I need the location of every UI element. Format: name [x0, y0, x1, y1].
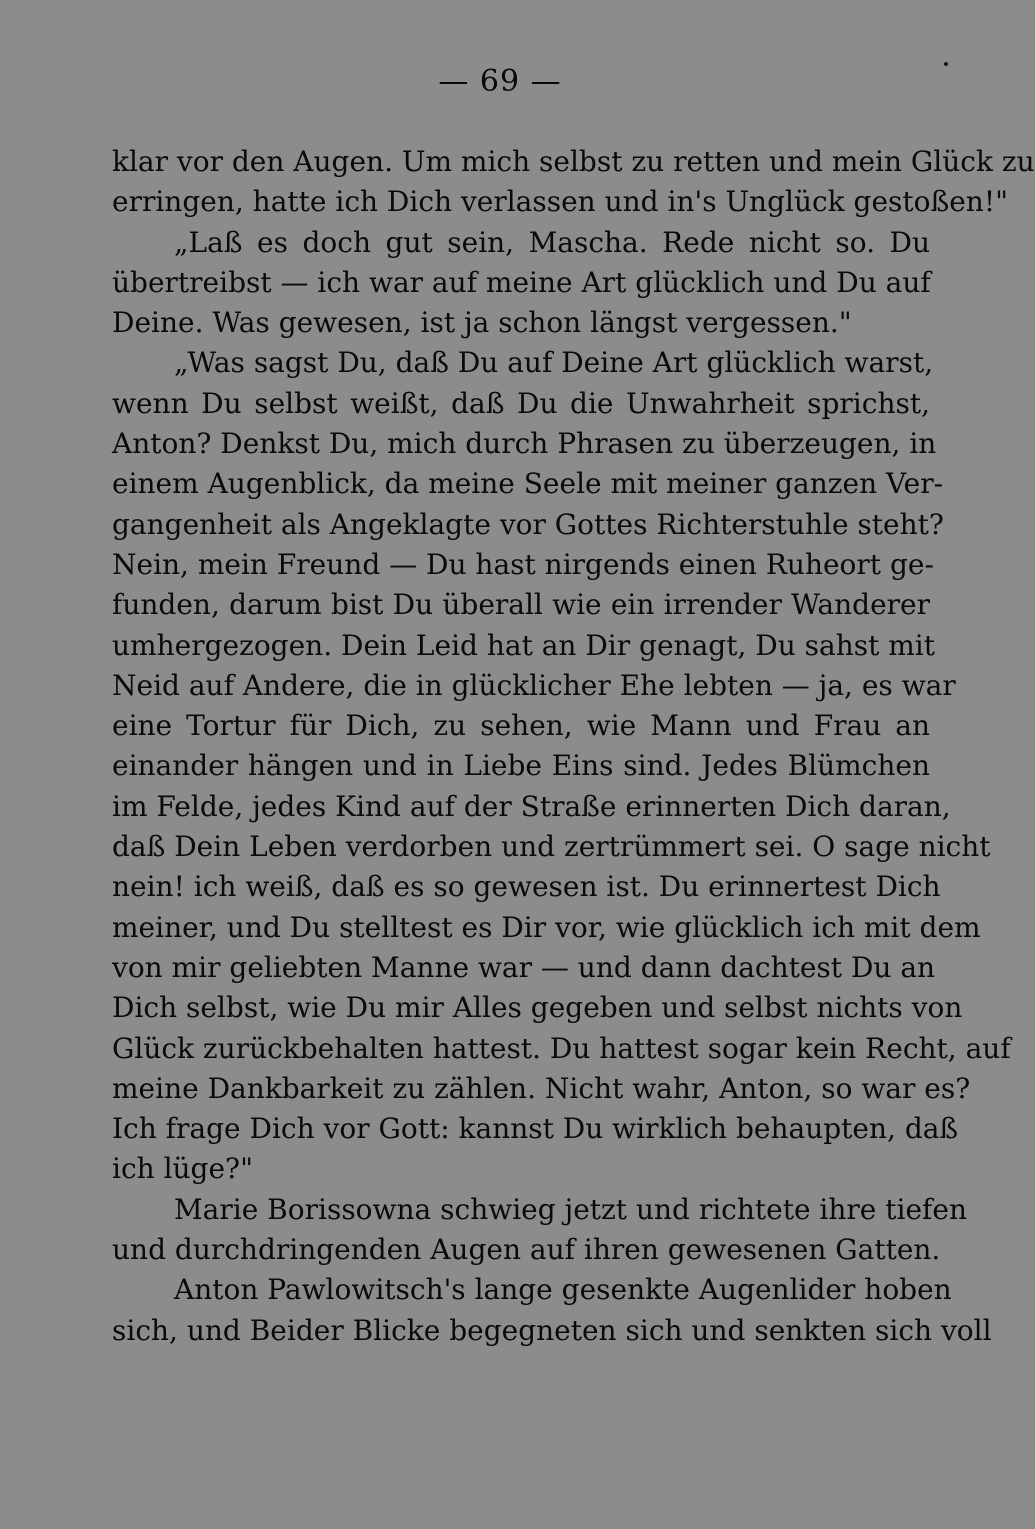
text-line: übertreibst — ich war auf meine Art glücklich und Du auf: [112, 265, 931, 299]
text-line: meine Dankbarkeit zu zählen. Nicht wahr, Anton, so war es?: [112, 1071, 971, 1105]
text-line: einem Augenblick, da meine Seele mit meiner ganzen Ver-: [112, 467, 944, 501]
text-line: „Laß es doch gut sein, Mascha. Rede nicht so. Du: [174, 225, 930, 259]
text-line: Deine. Was gewesen, ist ja schon längst vergessen.": [112, 306, 852, 340]
text-line: „Was sagst Du, daß Du auf Deine Art glücklich warst,: [174, 346, 934, 380]
text-line: und durchdringenden Augen auf ihren gewesenen Gatten.: [112, 1233, 941, 1267]
text-line: klar vor den Augen. Um mich selbst zu retten und mein Glück zu: [112, 145, 1035, 178]
text-line: einander hängen und in Liebe Eins sind. Jedes Blümchen: [112, 749, 930, 783]
text-line: ich lüge?": [112, 1152, 253, 1186]
text-line: meiner, und Du stelltest es Dir vor, wie glücklich ich mit dem: [112, 910, 981, 944]
text-line: gangenheit als Angeklagte vor Gottes Richterstuhle steht?: [112, 507, 944, 541]
text-line: sich, und Beider Blicke begegneten sich und senkten sich voll: [112, 1313, 992, 1347]
body-text: [112, 142, 1035, 1351]
text-line: Anton? Denkst Du, mich durch Phrasen zu überzeugen, in: [112, 427, 937, 461]
text-line: umhergezogen. Dein Leid hat an Dir genagt, Du sahst mit: [112, 628, 936, 662]
text-line: von mir geliebten Manne war — und dann dachtest Du an: [112, 950, 936, 984]
text-line: Ich frage Dich vor Gott: kannst Du wirklich behaupten, daß: [112, 1112, 959, 1146]
text-line: Glück zurückbehalten hattest. Du hattest sogar kein Recht, auf: [112, 1031, 1011, 1065]
text-line: daß Dein Leben verdorben und zertrümmert sei. O sage nicht: [112, 830, 991, 864]
text-line: eine Tortur für Dich, zu sehen, wie Mann und Frau an: [112, 709, 930, 743]
text-line: funden, darum bist Du überall wie ein irrender Wanderer: [112, 588, 930, 622]
text-line: erringen, hatte ich Dich verlassen und in's Unglück gestoßen!": [112, 185, 1008, 219]
text-line: Marie Borissowna schwieg jetzt und richtete ihre tiefen: [174, 1192, 968, 1226]
text-line: nein! ich weiß, daß es so gewesen ist. Du erinnertest Dich: [112, 870, 941, 904]
text-line: Dich selbst, wie Du mir Alles gegeben und selbst nichts von: [112, 991, 963, 1025]
text-line: Anton Pawlowitsch's lange gesenkte Augenlider hoben: [174, 1273, 952, 1307]
text-line: Neid auf Andere, die in glücklicher Ehe lebten — ja, es war: [112, 668, 956, 702]
text-line: im Felde, jedes Kind auf der Straße erinnerten Dich daran,: [112, 789, 951, 823]
text-line: Nein, mein Freund — Du hast nirgends einen Ruheort ge-: [112, 547, 934, 581]
page-number: — 69 —: [438, 64, 562, 99]
text-line: wenn Du selbst weißt, daß Du die Unwahrheit sprichst,: [112, 386, 930, 420]
